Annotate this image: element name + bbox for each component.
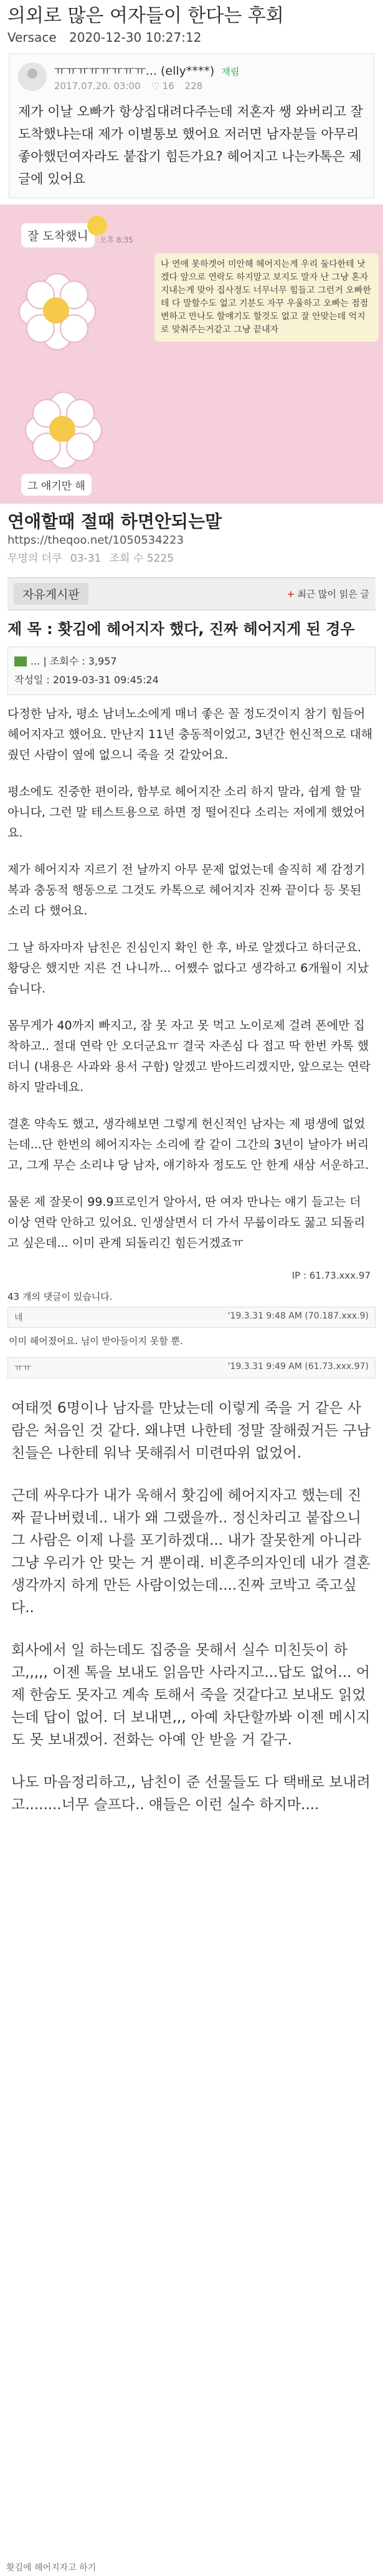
comment-body: 제가 이날 오빠가 항상집대려다주는데 저혼자 쌩 와버리고 잘도착했냐는대 제가 이별통보 했어요 저러면 남자분들 아무리 좋아했던여자라도 붙잡기 힘든가요? 헤어지고 나는카톡은 제글에 있어요 bbox=[18, 104, 363, 186]
post-paragraph: 몸무게가 40까지 빠지고, 잠 못 자고 못 먹고 노이로제 걸려 폰에만 집착하고.. 절대 연락 안 오더군요ㅠ 결국 자존심 다 접고 딱 한번 카톡 했더니 (내용은 사과와 용서 구함) 알겠고 받아드리겠지만, 앞으로는 연락하지 말라네요. bbox=[7, 1019, 371, 1094]
chat-time: 오후 8:35 bbox=[100, 236, 133, 244]
source-name[interactable]: Versace bbox=[7, 30, 57, 45]
comment-row bbox=[7, 1307, 376, 1328]
chat-bubble-2: 나 연애 못하겟어 미안해 헤어지는게 우리 둘다한테 낫겠다 앞으로 연락도 하지말고 보지도 말자 난 그냥 혼자 지내는게 맞아 집사정도 너무너무 힘들고 그런거 오빠한테 다 말할수도 없고 기분도 자꾸 우울하고 오빠는 점점 변하고 만나도 할얘기도 할것도 없고 잘 안맞는데 억지로 맞춰주는거같고 그냥 끝내자 bbox=[154, 253, 379, 342]
avatar bbox=[18, 62, 47, 91]
popular-label: 최근 많이 읽은 글 bbox=[297, 589, 369, 600]
comment-views: 228 bbox=[184, 80, 203, 92]
post-views: ... | 조회수 : 3,957 bbox=[31, 655, 117, 667]
comment-user: 네 bbox=[14, 1313, 23, 1323]
theqoo-header bbox=[0, 504, 383, 571]
comment-count: 43 개의 댓글이 있습니다. bbox=[7, 1291, 113, 1302]
flower-icon bbox=[25, 392, 100, 466]
comment-meta: '19.3.31 9:48 AM (70.187.xxx.9) bbox=[227, 1311, 369, 1321]
post-info-box bbox=[7, 646, 376, 695]
chat-bubble-1: 잘 도착했니 bbox=[21, 223, 95, 248]
post-header bbox=[0, 0, 383, 47]
theqoo-date: 03-31 bbox=[70, 552, 102, 565]
post-body bbox=[7, 704, 376, 1254]
story-paragraph: 회사에서 일 하는데도 집중을 못해서 실수 미친듯이 하고,,,,, 이젠 톡을 보내도 읽음만 사라지고...답도 없어... 어제 한숨도 못자고 계속 토해서 죽을 것같다고 보내도 읽었는데 답이 없어. 더 보내면,,, 아예 차단할까봐 이젠 메시지도 못 보내겠어. 전화는 아예 안 받을 거 같구. bbox=[11, 1642, 371, 1748]
post-paragraph: 물론 제 잘못이 99.9프로인거 알아서, 딴 여자 만나는 얘기 들고는 더 이상 연락 안하고 있어요. 인생살면서 더 가서 무룹이라도 꿇고 되돌리고 싶은데... 이미 관계 되돌리긴 힘든거겠죠ㅠ bbox=[7, 1195, 366, 1250]
chat-bubble-3: 그 얘기만 해 bbox=[21, 474, 92, 496]
post-timestamp: 2020-12-30 10:27:12 bbox=[69, 30, 202, 45]
smile-emoji-icon bbox=[87, 216, 107, 236]
story-paragraph: 나도 마음정리하고,, 남친이 준 선물들도 다 택배로 보내려고........너무 슬프다.. 얘들은 이런 실수 하지마.... bbox=[11, 1774, 371, 1813]
naver-comment-card bbox=[9, 54, 374, 198]
comment-header bbox=[18, 62, 365, 92]
comment-sub-meta bbox=[54, 80, 239, 92]
post-paragraph: 다정한 남자, 평소 남녀노소에게 매너 좋은 꼴 정도것이지 참기 힘들어 헤어지자고 했어요. 만난지 11년 충동적이었고, 3년간 헌신적으로 대해줬던 사람이 옆에 없으니 죽을 것 같았어요. bbox=[7, 707, 373, 762]
board-bar bbox=[7, 577, 376, 610]
flower-icon bbox=[19, 273, 93, 348]
post-written-date: 작성일 : 2019-03-31 09:45:24 bbox=[14, 674, 159, 686]
comment-username[interactable]: ㅠㅠㅠㅠㅠㅠㅠㅠ... (elly****) bbox=[54, 64, 215, 78]
theqoo-url[interactable]: https://theqoo.net/1050534223 bbox=[7, 534, 184, 547]
comment-likes[interactable]: ♡ 16 bbox=[151, 80, 174, 92]
comment-user: ㅠㅠ bbox=[14, 1363, 32, 1373]
post-ip: IP : 61.73.xxx.97 bbox=[291, 1270, 371, 1281]
popular-posts-link[interactable] bbox=[287, 587, 369, 600]
post-title: 제 목 : 홧김에 헤어지자 했다, 진짜 헤어지게 된 경우 bbox=[7, 620, 355, 638]
page-title: 의외로 많은 여자들이 한다는 후회 bbox=[7, 5, 284, 27]
kakao-chat-image bbox=[0, 204, 383, 504]
comment-row bbox=[7, 1357, 376, 1378]
write-icon bbox=[14, 656, 27, 666]
theqoo-views: 조회 수 5225 bbox=[109, 552, 174, 565]
story-paragraph: 여태껏 6명이나 남자를 만났는데 이렇게 죽을 거 같은 사람은 처음인 것 같다. 왜냐면 나한테 정말 잘해줬거든 구남친들은 나한테 워낙 못해줘서 미련따위 없었어. bbox=[11, 1400, 371, 1461]
theqoo-title: 연애할때 절때 하면안되는말 bbox=[7, 511, 222, 532]
post-paragraph: 그 날 하자마자 남친은 진심인지 확인 한 후, 바로 알겠다고 하더군요. 황당은 했지만 지른 건 나니까... 어쨌수 없다고 생각하고 6개월이 지났습니다. bbox=[7, 941, 369, 996]
post-paragraph: 평소에도 진중한 편이라, 함부로 헤어지잔 소리 하지 말라, 쉽게 할 말 아니다, 그런 말 테스트용으로 하면 정 떨어진다 소리는 저에게 했었어요. bbox=[7, 785, 366, 840]
plus-icon: + bbox=[286, 589, 295, 600]
comment-text: 이미 헤어졌어요. 님이 받아들이지 못할 뿐. bbox=[9, 1335, 183, 1347]
post-paragraph: 결혼 약속도 했고, 생각해보면 그렇게 헌신적인 남자는 제 평생에 없었는데...단 한번의 헤어지자는 소리에 칼 같이 그간의 3년이 날아가 버리고, 그게 무슨 소리냐 당 남자, 얘기하자 정도도 안 한게 새삼 서운하고. bbox=[7, 1117, 369, 1172]
theqoo-meta bbox=[7, 549, 376, 565]
story-text bbox=[11, 1397, 372, 1816]
comment-date: 2017.07.20. 03:00 bbox=[54, 80, 141, 92]
theqoo-author: 무명의 더쿠 bbox=[7, 552, 62, 565]
post-meta bbox=[7, 30, 376, 45]
comment-meta: '19.3.31 9:49 AM (61.73.xxx.97) bbox=[227, 1362, 369, 1372]
story-paragraph: 근데 싸우다가 내가 욱해서 홧김에 헤어지자고 했는데 진짜 끝나버렸네.. 내가 왜 그랬을까.. 정신차리고 붙잡으니 그 사람은 이제 나를 포기하겠대... 내가 잘못한게 아니라 그냥 우리가 안 맞는 거 뿐이래. 비혼주의자인데 내가 결혼생각까지 하게 만든 사람이었는데....진짜 코박고 죽고싶다.. bbox=[11, 1487, 371, 1616]
footer-caption: 홧김에 헤어지자고 하기 bbox=[6, 2563, 97, 2573]
post-paragraph: 제가 헤어지자 지르기 전 날까지 아무 문제 없었는데 솔직히 제 감정기복과 충동적 행동으로 그것도 카톡으로 헤어지자 진짜 끝이다 등 못된 소리 다 했어요. bbox=[7, 863, 366, 918]
comment-badge: 재림 bbox=[221, 66, 240, 77]
board-tab[interactable]: 자유게시판 bbox=[14, 583, 88, 605]
